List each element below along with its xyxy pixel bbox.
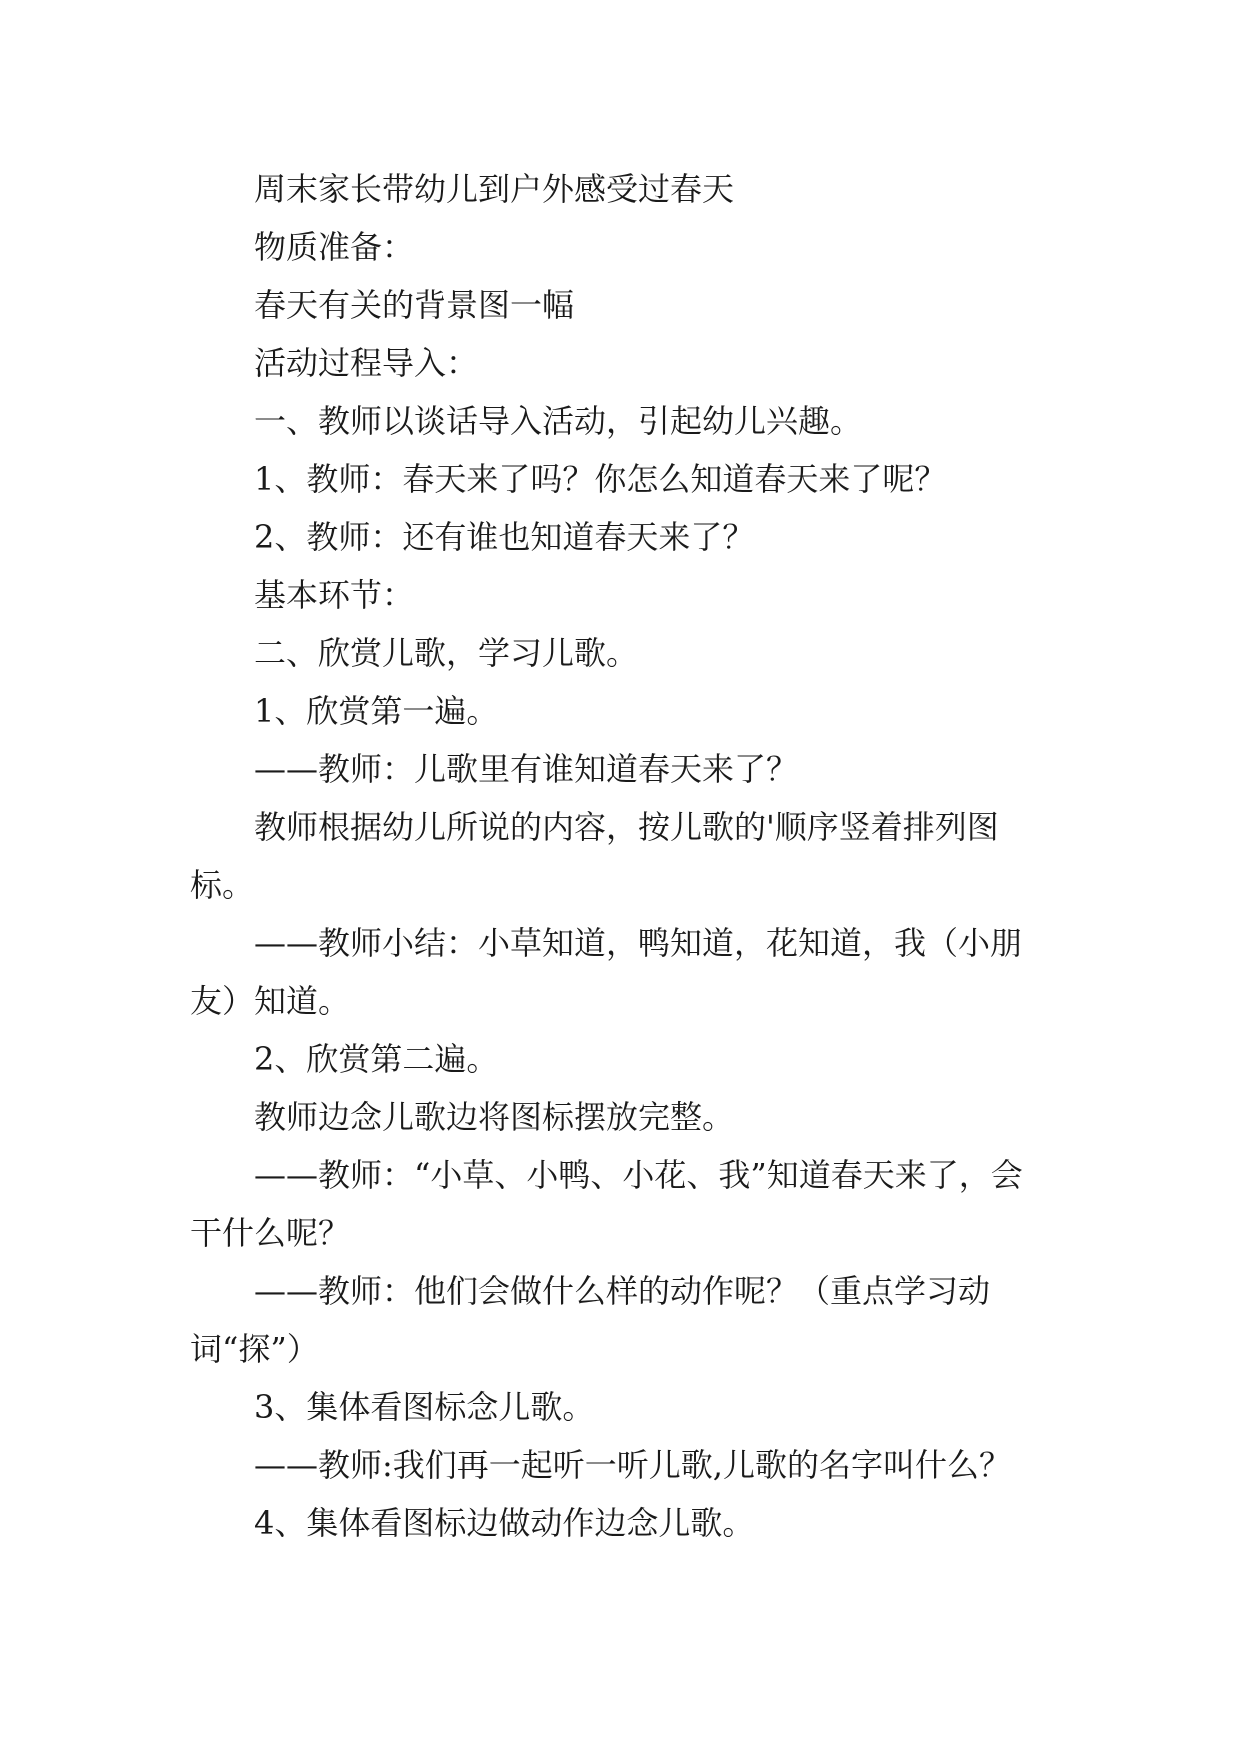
paragraph: ——教师：他们会做什么样的动作呢？（重点学习动词“探”） <box>190 1272 991 1368</box>
paragraph: 周末家长带幼儿到户外感受过春天 <box>254 170 735 208</box>
paragraph: ——教师：儿歌里有谁知道春天来了？ <box>254 750 799 788</box>
document-body <box>190 160 1050 1552</box>
paragraph: 一、教师以谈话导入活动，引起幼儿兴趣。 <box>254 402 863 440</box>
paragraph: ——教师:我们再一起听一听儿歌,儿歌的名字叫什么？ <box>254 1446 1011 1484</box>
paragraph: 1、欣赏第一遍。 <box>254 692 499 730</box>
paragraph: ——教师：“小草、小鸭、小花、我”知道春天来了，会干什么呢？ <box>190 1156 1023 1252</box>
paragraph: 物质准备： <box>254 228 415 266</box>
paragraph: 4、集体看图标边做动作边念儿歌。 <box>254 1504 755 1542</box>
paragraph: 春天有关的背景图一幅 <box>254 286 575 324</box>
paragraph: 教师边念儿歌边将图标摆放完整。 <box>254 1098 735 1136</box>
paragraph: 1、教师：春天来了吗？你怎么知道春天来了呢？ <box>254 460 947 498</box>
paragraph: ——教师小结：小草知道，鸭知道，花知道，我（小朋友）知道。 <box>190 924 1023 1020</box>
paragraph: 2、教师：还有谁也知道春天来了？ <box>254 518 755 556</box>
paragraph: 活动过程导入： <box>254 344 479 382</box>
paragraph: 2、欣赏第二遍。 <box>254 1040 499 1078</box>
paragraph: 基本环节： <box>254 576 415 614</box>
paragraph: 3、集体看图标念儿歌。 <box>254 1388 595 1426</box>
paragraph: 二、欣赏儿歌，学习儿歌。 <box>254 634 639 672</box>
paragraph: 教师根据幼儿所说的内容，按儿歌的'顺序竖着排列图标。 <box>190 808 999 904</box>
